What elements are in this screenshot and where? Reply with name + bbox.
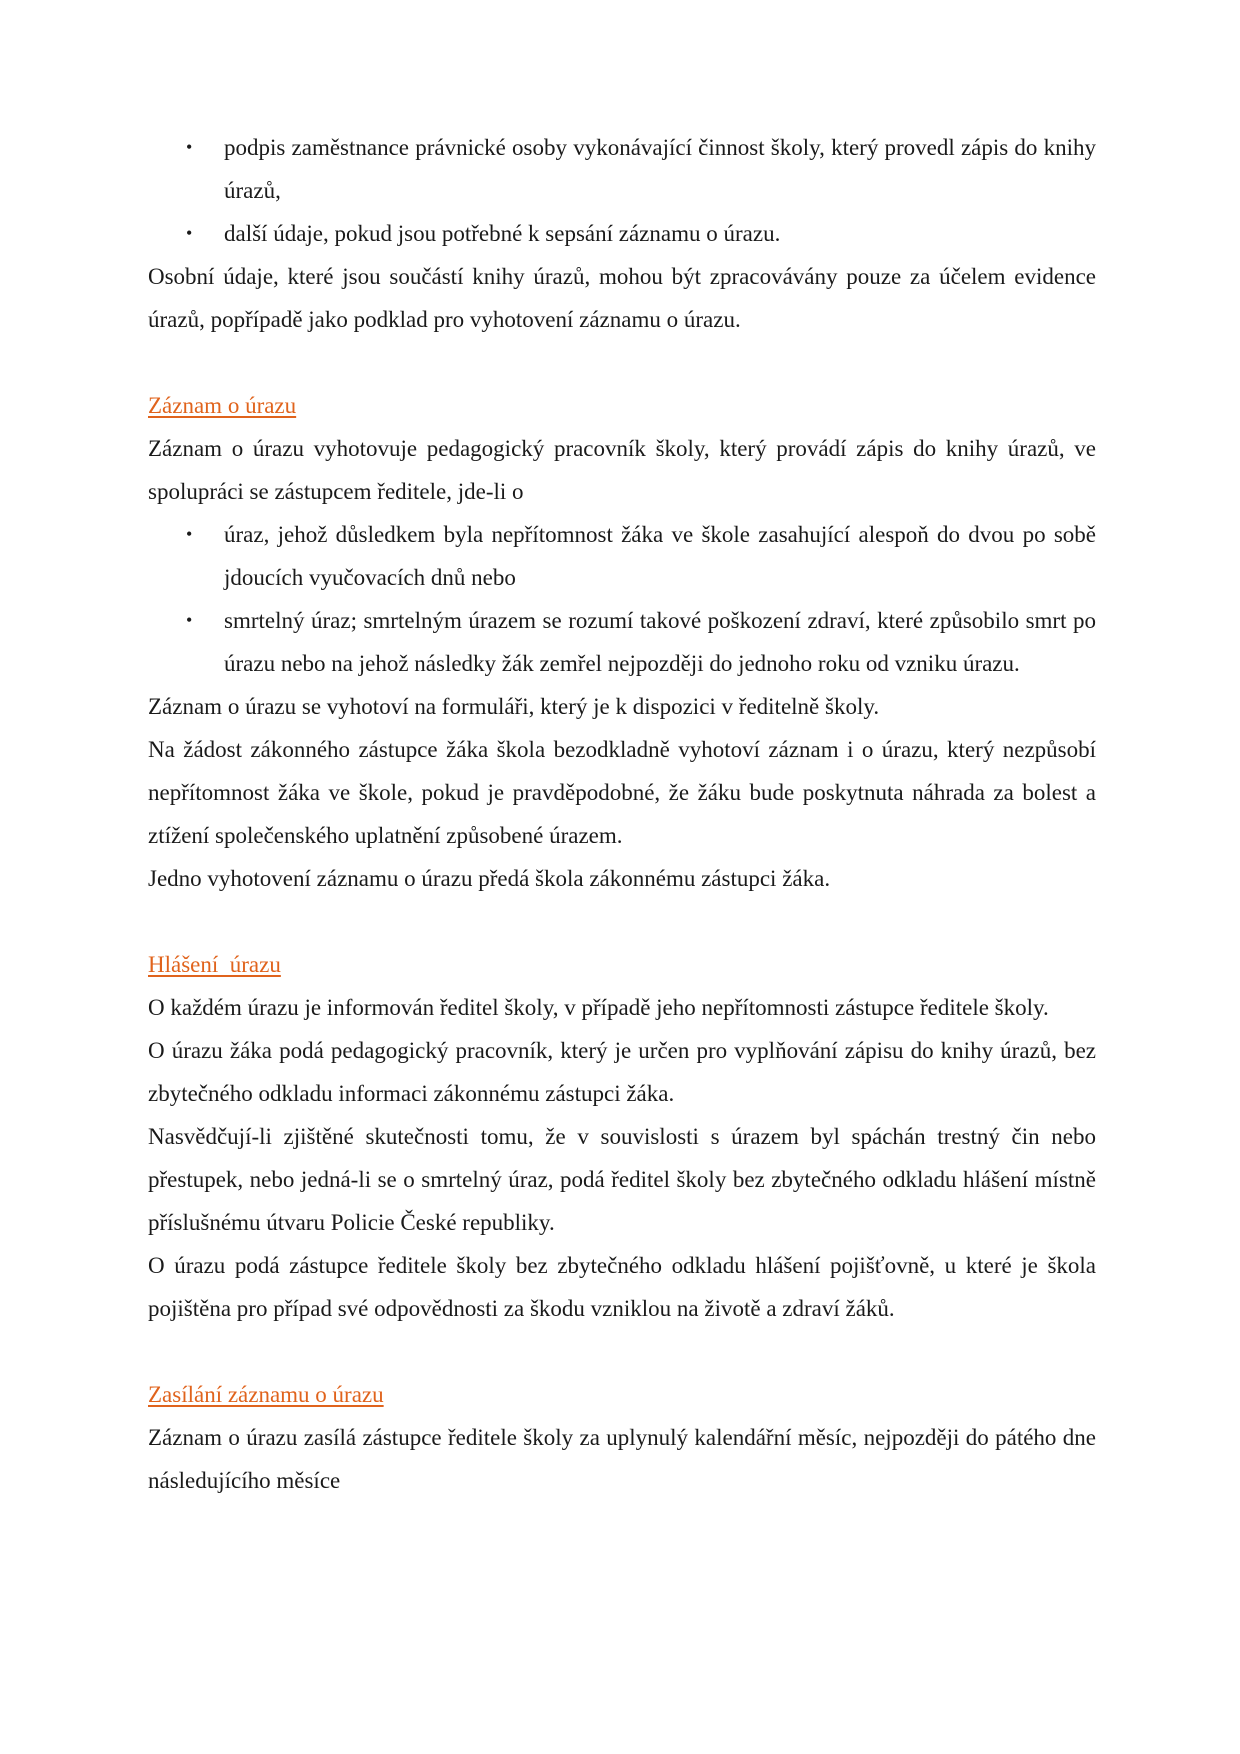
paragraph: Záznam o úrazu se vyhotoví na formuláři, který je k dispozici v ředitelně školy. [148,694,880,719]
section-title-hlaseni: Hlášení úrazu [148,952,281,977]
list-item-text: podpis zaměstnance právnické osoby vykonávající činnost školy, který provedl zápis do knihy úrazů, [224,135,1096,203]
paragraph: Na žádost zákonného zástupce žáka škola bezodkladně vyhotoví záznam i o úrazu, který nezpůsobí nepřítomnost žáka ve škole, pokud je pravděpodobné, že žáku bude poskytnuta náhrada za bolest a ztížení společenského uplatnění způsobené úrazem. [148,737,1096,848]
list-item [148,513,1096,599]
paragraph: Záznam o úrazu vyhotovuje pedagogický pracovník školy, který provádí zápis do knihy úrazů, ve spolupráci se zástupcem ředitele, jde-li o [148,436,1096,504]
list-item [148,599,1096,685]
bullet-icon: • [186,223,193,243]
intro-bullet-list [148,126,1096,255]
section1-bullet-list [148,513,1096,685]
list-item-text: další údaje, pokud jsou potřebné k sepsání záznamu o úrazu. [224,221,781,246]
bullet-icon: • [186,524,193,544]
section-title-zaznam: Záznam o úrazu [148,393,297,418]
list-item-text: úraz, jehož důsledkem byla nepřítomnost žáka ve škole zasahující alespoň do dvou po sobě jdoucích vyučovacích dnů nebo [224,522,1096,590]
list-item [148,212,1096,255]
list-item [148,126,1096,212]
list-item-text: smrtelný úraz; smrtelným úrazem se rozumí takové poškození zdraví, které způsobilo smrt po úrazu nebo na jehož následky žák zemřel nejpozději do jednoho roku od vzniku úrazu. [224,608,1096,676]
paragraph: O úrazu žáka podá pedagogický pracovník, který je určen pro vyplňování zápisu do knihy úrazů, bez zbytečného odkladu informaci zákonnému zástupci žáka. [148,1038,1096,1106]
section-title-zasilani: Zasílání záznamu o úrazu [148,1382,384,1407]
paragraph: Nasvědčují-li zjištěné skutečnosti tomu, že v souvislosti s úrazem byl spáchán trestný čin nebo přestupek, nebo jedná-li se o smrtelný úraz, podá ředitel školy bez zbytečného odkladu hlášení místně příslušnému útvaru Policie České republiky. [148,1124,1096,1235]
bullet-icon: • [186,610,193,630]
paragraph: Jedno vyhotovení záznamu o úrazu předá škola zákonnému zástupci žáka. [148,866,831,891]
paragraph: O každém úrazu je informován ředitel školy, v případě jeho nepřítomnosti zástupce ředitele školy. [148,995,1049,1020]
document-page [148,126,1096,1502]
paragraph: O úrazu podá zástupce ředitele školy bez zbytečného odkladu hlášení pojišťovně, u které je škola pojištěna pro případ své odpovědnosti za škodu vzniklou na životě a zdraví žáků. [148,1253,1096,1321]
bullet-icon: • [186,137,193,157]
paragraph: Záznam o úrazu zasílá zástupce ředitele školy za uplynulý kalendářní měsíc, nejpozději do pátého dne následujícího měsíce [148,1425,1096,1493]
intro-paragraph: Osobní údaje, které jsou součástí knihy úrazů, mohou být zpracovávány pouze za účelem evidence úrazů, popřípadě jako podklad pro vyhotovení záznamu o úrazu. [148,264,1096,332]
